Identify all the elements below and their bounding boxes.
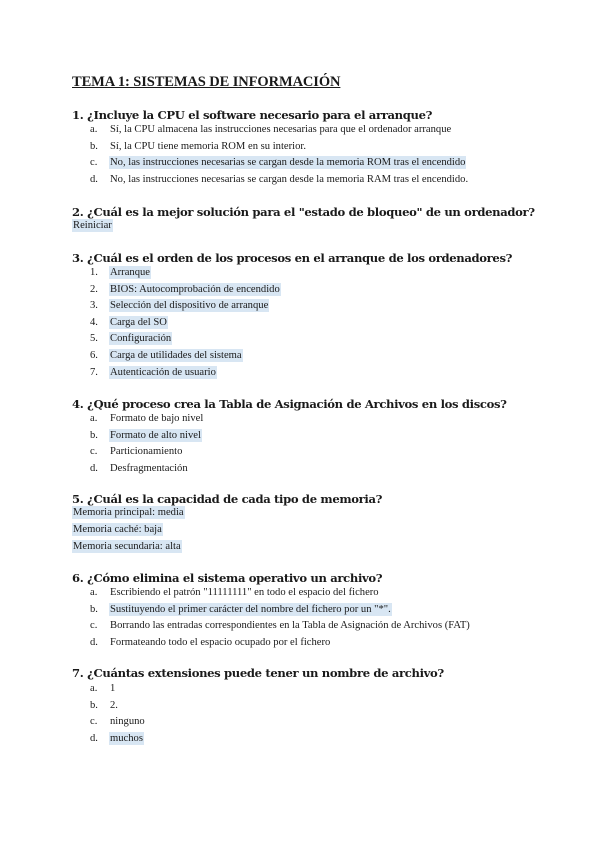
option-7b (90, 698, 146, 715)
step-marker: 3. (90, 300, 98, 312)
question-1: 1. ¿Incluye la CPU el software necesario para el arranque? (72, 108, 433, 122)
option-marker: d. (90, 732, 98, 744)
step-text-highlighted: Carga de utilidades del sistema (110, 349, 242, 361)
option-text: 2. (110, 699, 118, 711)
option-text-highlighted: muchos (110, 732, 143, 744)
answer-5-line-3 (72, 541, 182, 552)
question-5: 5. ¿Cuál es la capacidad de cada tipo de memoria? (72, 492, 383, 506)
step-text-highlighted: Autenticación de usuario (110, 366, 216, 378)
step-text-highlighted: Carga del SO (110, 316, 167, 328)
step-marker: 4. (90, 316, 98, 328)
option-text: Sí, la CPU almacena las instrucciones necesarias para que el ordenador arranque (110, 124, 452, 135)
option-marker: b. (90, 603, 98, 615)
step-marker: 6. (90, 349, 98, 361)
document-title: TEMA 1: SISTEMAS DE INFORMACIÓN (72, 74, 341, 90)
option-text-highlighted: Sustituyendo el primer carácter del nombre del fichero por un "*". (110, 603, 391, 615)
option-marker: b. (90, 140, 98, 152)
answer-text-highlighted: Memoria principal: media (73, 507, 184, 518)
option-text: Formato de bajo nivel (110, 413, 204, 424)
option-text: Borrando las entradas correspondientes en la Tabla de Asignación de Archivos (FAT) (110, 620, 470, 632)
option-7a (90, 681, 146, 698)
option-marker: d. (90, 462, 98, 474)
step-text-highlighted: BIOS: Autocomprobación de encendido (110, 283, 280, 295)
answer-2 (72, 220, 113, 231)
answer-text-highlighted: Reiniciar (73, 220, 112, 231)
option-1a (90, 122, 469, 139)
option-marker: b. (90, 429, 98, 441)
option-4c (90, 444, 204, 461)
question-6-options (90, 585, 471, 651)
question-4: 4. ¿Qué proceso crea la Tabla de Asignación de Archivos en los discos? (72, 397, 507, 411)
option-text: ninguno (110, 716, 145, 728)
option-text: Desfragmentación (110, 462, 188, 474)
option-marker: c. (90, 716, 98, 728)
option-4b (90, 428, 204, 445)
option-4d (90, 461, 204, 478)
question-6: 6. ¿Cómo elimina el sistema operativo un archivo? (72, 571, 383, 585)
step-marker: 5. (90, 333, 98, 345)
step-marker: 1. (90, 267, 98, 278)
option-marker: d. (90, 636, 98, 648)
question-7-options (90, 681, 146, 747)
option-marker: a. (90, 683, 98, 694)
answer-5-line-1 (72, 507, 185, 518)
answer-text-highlighted: Memoria secundaria: alta (73, 541, 181, 552)
option-1d (90, 172, 469, 189)
option-7d (90, 731, 146, 748)
option-6c (90, 618, 471, 635)
step-4 (90, 315, 281, 332)
option-marker: c. (90, 446, 98, 458)
option-1c (90, 155, 469, 172)
option-1b (90, 139, 469, 156)
option-marker: d. (90, 173, 98, 185)
option-text: Formateando todo el espacio ocupado por el fichero (110, 636, 331, 648)
option-text-highlighted: No, las instrucciones necesarias se cargan desde la memoria ROM tras el encendido (110, 157, 466, 169)
step-marker: 2. (90, 283, 98, 295)
option-marker: a. (90, 124, 98, 135)
option-6a (90, 585, 471, 602)
step-5 (90, 331, 281, 348)
option-text-highlighted: Formato de alto nivel (110, 429, 201, 441)
step-text-highlighted: Selección del dispositivo de arranque (110, 300, 269, 312)
option-marker: a. (90, 413, 98, 424)
question-3: 3. ¿Cuál es el orden de los procesos en el arranque de los ordenadores? (72, 251, 513, 265)
question-2: 2. ¿Cuál es la mejor solución para el "estado de bloqueo" de un ordenador? (72, 205, 535, 219)
option-text: 1 (110, 683, 116, 694)
step-text-highlighted: Arranque (110, 267, 151, 278)
step-1 (90, 265, 281, 282)
option-7c (90, 714, 146, 731)
option-text: No, las instrucciones necesarias se cargan desde la memoria RAM tras el encendido. (110, 173, 469, 185)
step-3 (90, 298, 281, 315)
option-marker: c. (90, 620, 98, 632)
step-marker: 7. (90, 366, 98, 378)
option-6b (90, 602, 471, 619)
option-6d (90, 635, 471, 652)
step-6 (90, 348, 281, 365)
option-text: Particionamiento (110, 446, 183, 458)
option-marker: b. (90, 699, 98, 711)
answer-text-highlighted: Memoria caché: baja (73, 524, 162, 535)
question-3-options (90, 265, 281, 381)
question-7: 7. ¿Cuántas extensiones puede tener un nombre de archivo? (72, 666, 444, 680)
option-text: Sí, la CPU tiene memoria ROM en su interior. (110, 140, 306, 152)
option-marker: a. (90, 587, 98, 598)
question-1-options (90, 122, 469, 188)
step-7 (90, 365, 281, 382)
answer-5-line-2 (72, 524, 163, 535)
option-text: Escribiendo el patrón "11111111" en todo el espacio del fichero (110, 587, 379, 598)
option-marker: c. (90, 157, 98, 169)
step-text-highlighted: Configuración (110, 333, 172, 345)
question-4-options (90, 411, 204, 477)
option-4a (90, 411, 204, 428)
step-2 (90, 282, 281, 299)
